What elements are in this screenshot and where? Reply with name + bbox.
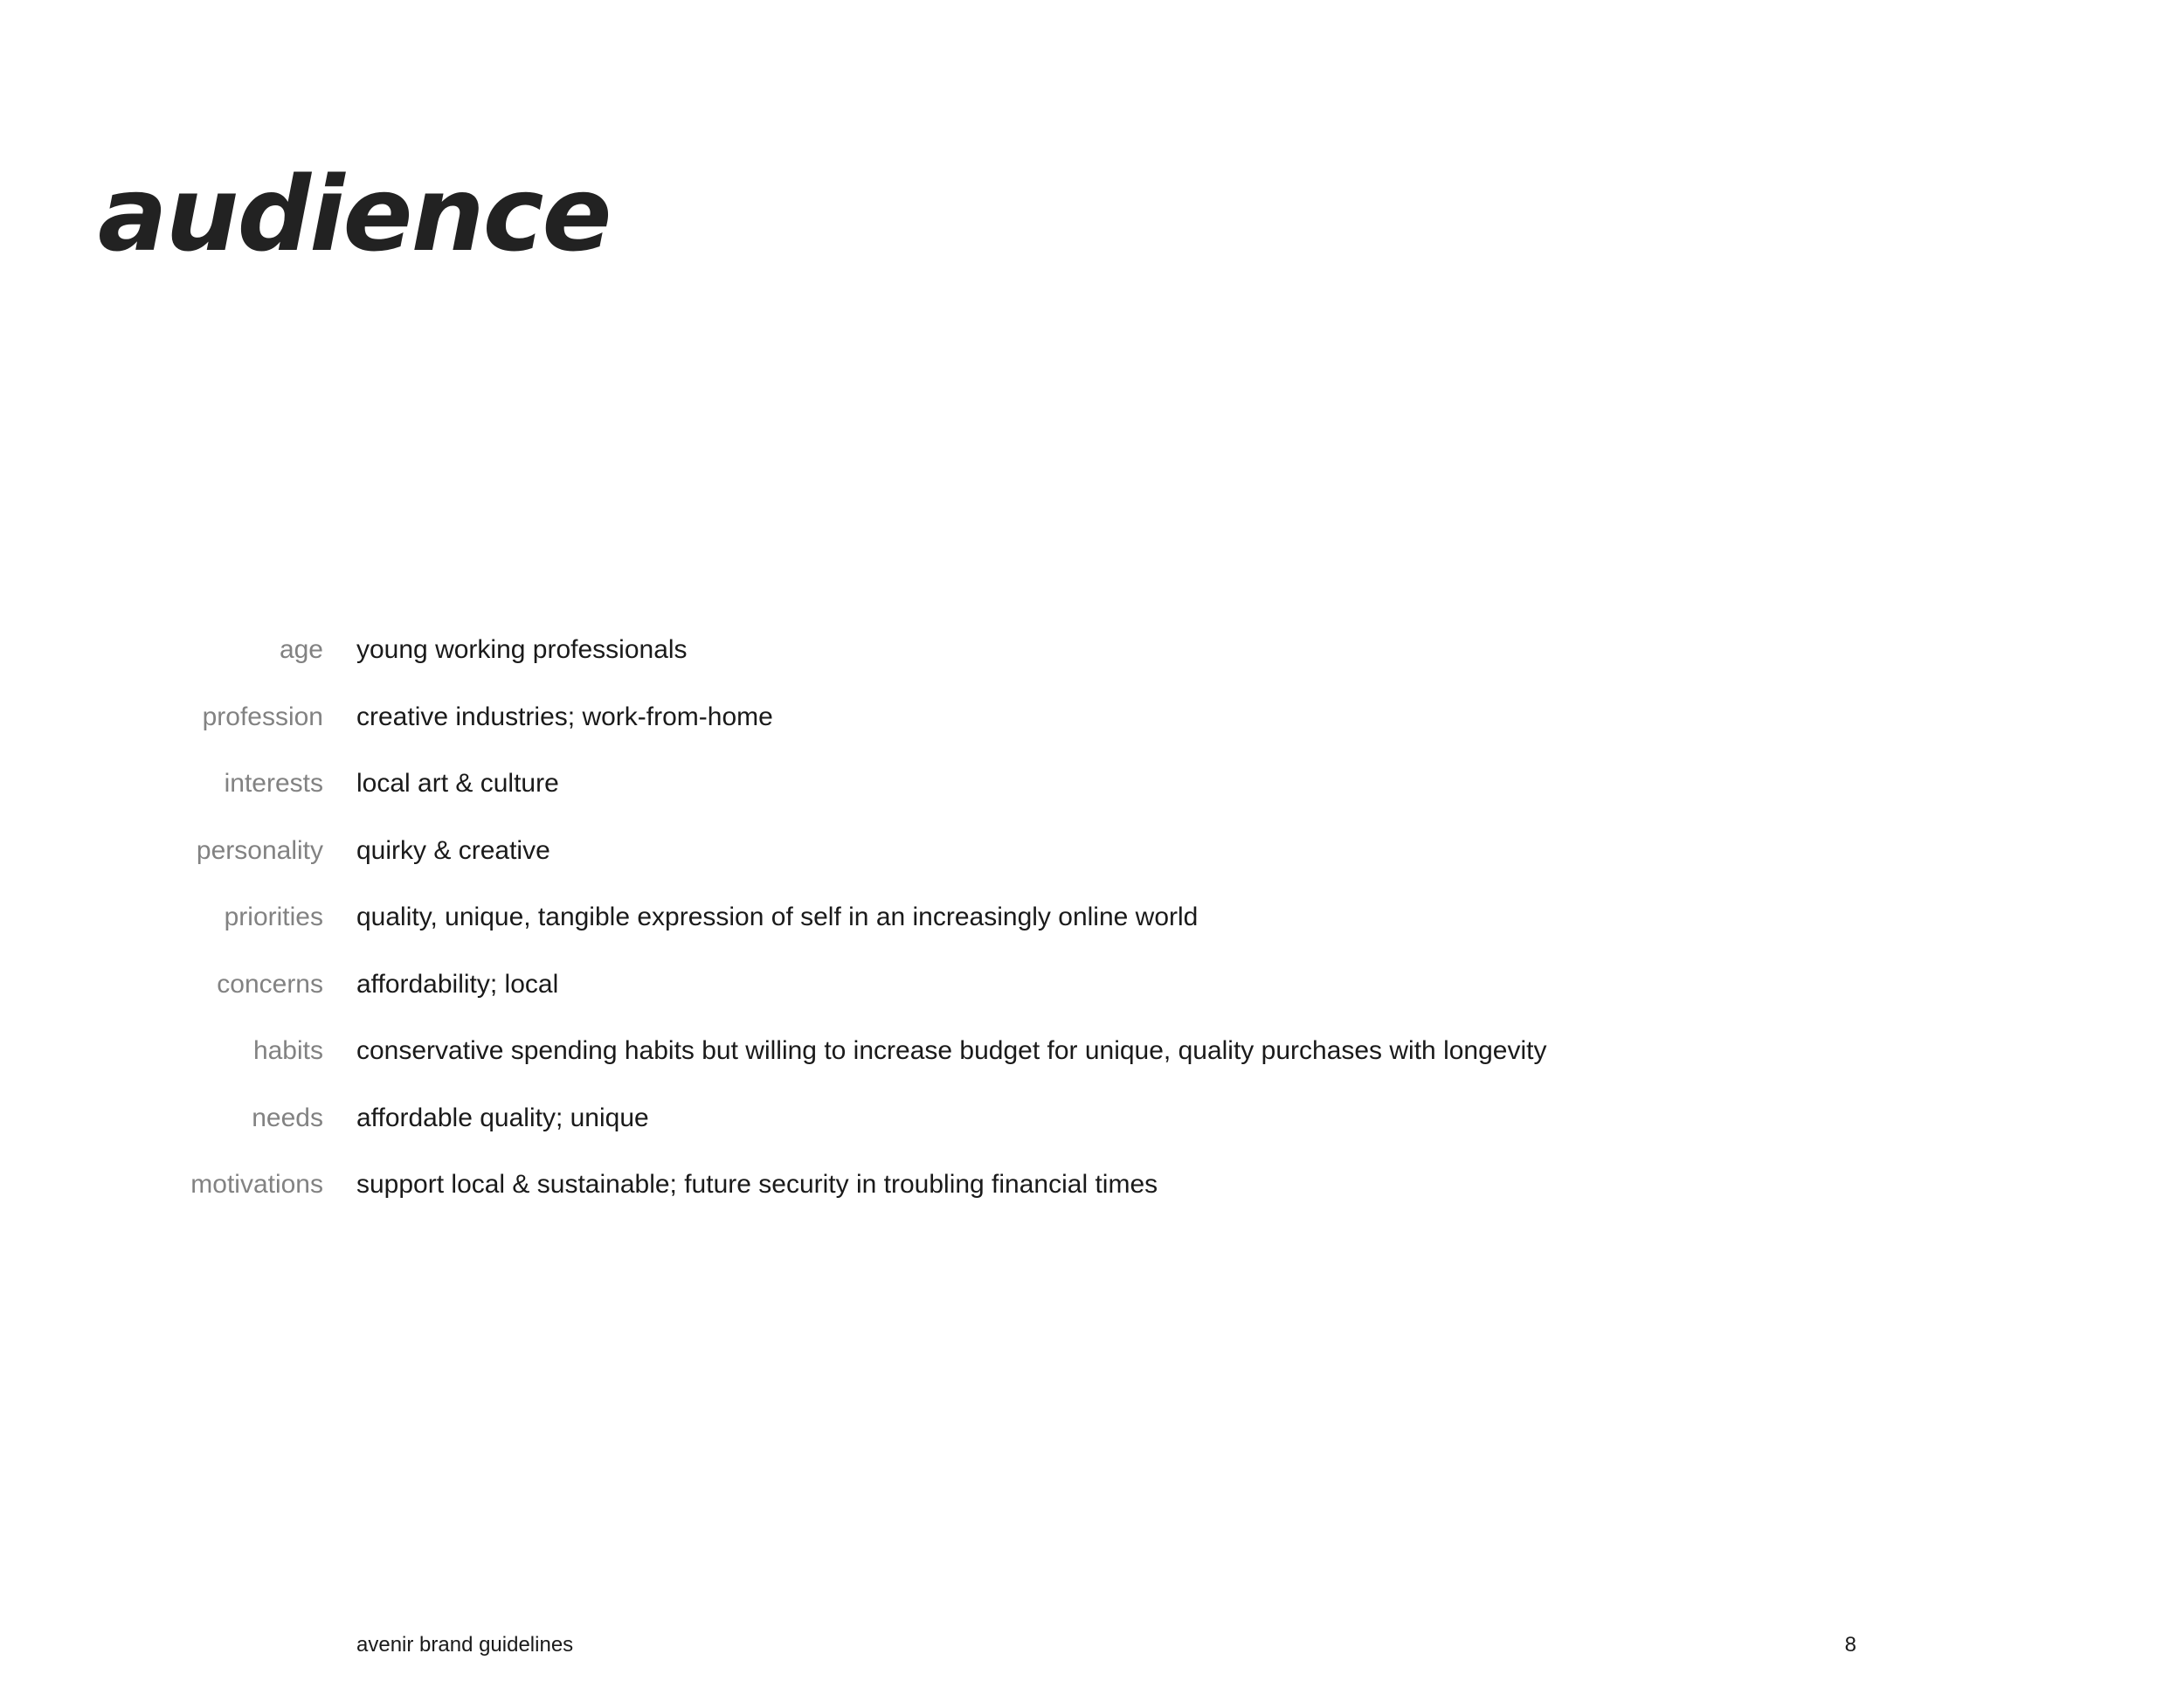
profile-label: habits [252,1036,323,1065]
profile-value: local art & culture [356,769,559,798]
profile-label: age [279,635,323,664]
profile-value: creative industries; work-from-home [356,702,773,731]
profile-row-personality [0,834,2184,901]
page-number: 8 [1844,1633,1856,1657]
profile-label: needs [252,1103,323,1132]
profile-row-age [0,633,2184,700]
profile-value: quirky & creative [356,835,550,865]
page-title: audience [98,154,611,274]
profile-label: concerns [217,969,323,999]
profile-row-interests [0,766,2184,834]
profile-value: affordability; local [356,969,559,999]
profile-row-needs [0,1101,2184,1168]
profile-label: profession [202,702,323,731]
footer-document-title: avenir brand guidelines [356,1633,574,1657]
profile-value: young working professionals [356,635,688,664]
profile-value: conservative spending habits but willing to increase budget for unique, quality purchases with longevity [356,1036,1547,1065]
profile-value: affordable quality; unique [356,1103,649,1132]
profile-value: quality, unique, tangible expression of self in an increasingly online world [356,903,1199,931]
profile-row-profession [0,700,2184,767]
profile-label: interests [224,769,323,798]
profile-label: personality [196,835,323,865]
profile-row-concerns [0,967,2184,1034]
profile-value: support local & sustainable; future security in troubling financial times [356,1170,1158,1199]
profile-label: priorities [224,903,323,931]
audience-profile-list [0,633,2184,1235]
profile-row-priorities [0,900,2184,967]
profile-row-motivations [0,1167,2184,1235]
profile-row-habits [0,1034,2184,1101]
profile-label: motivations [190,1170,323,1199]
